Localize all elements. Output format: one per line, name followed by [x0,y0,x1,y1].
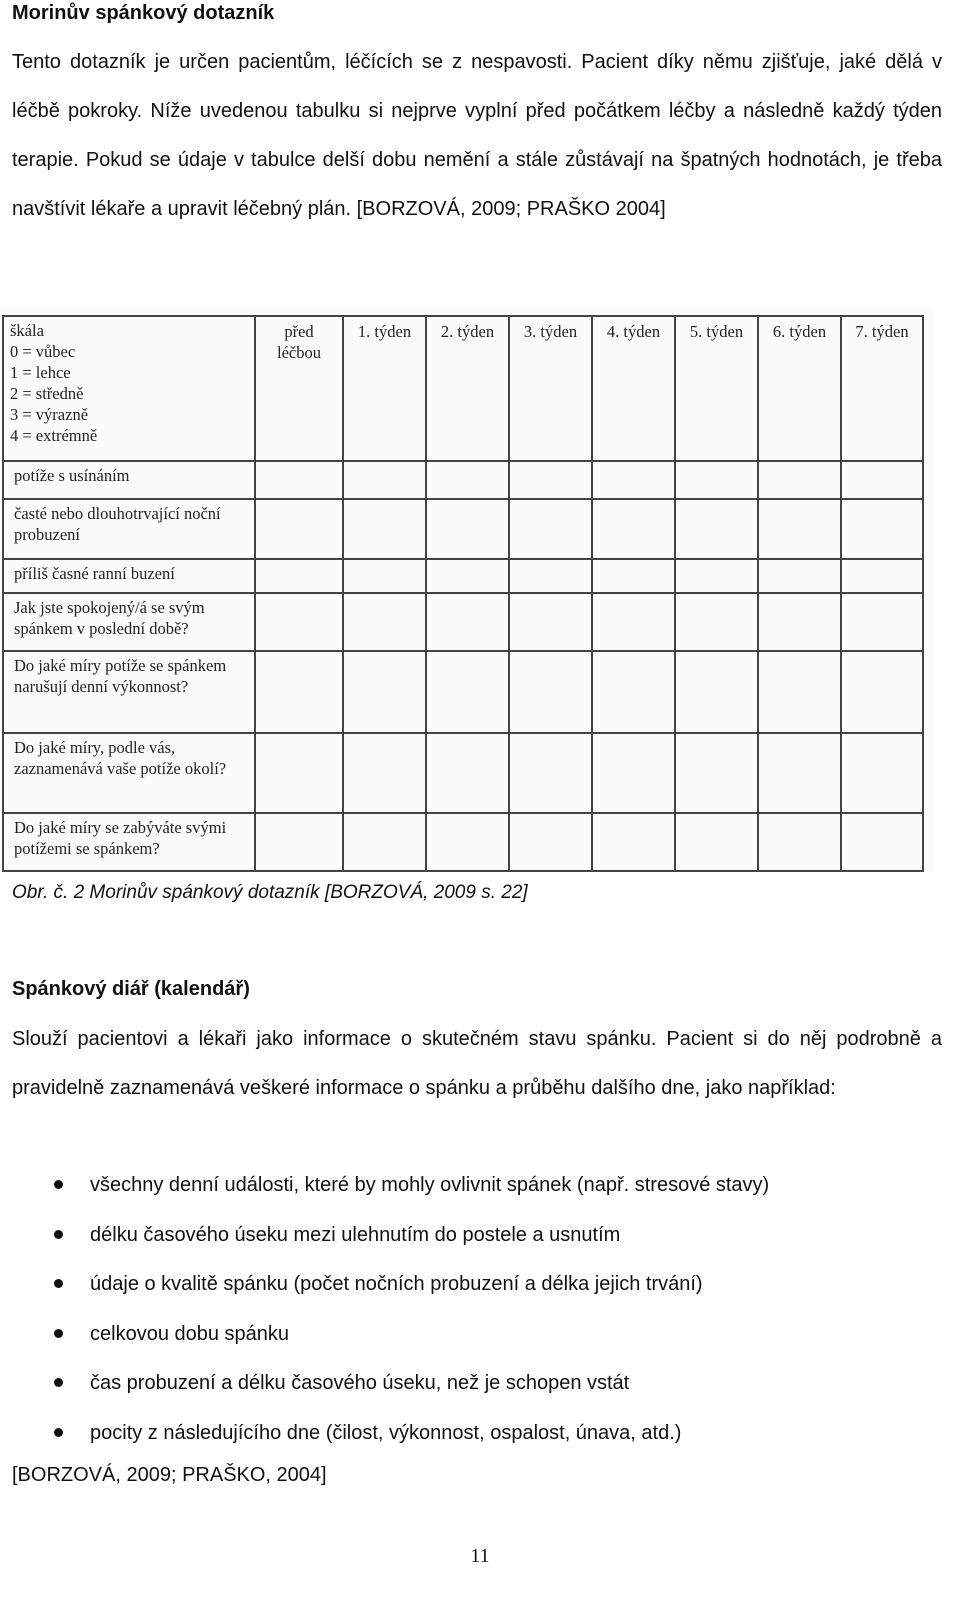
answer-cell[interactable] [343,651,426,733]
answer-cell[interactable] [675,733,758,813]
answer-cell[interactable] [841,559,923,593]
bullet-icon [54,1180,63,1189]
row-label: časté nebo dlouhotrvající noční probuzení [3,499,255,559]
table-row [3,813,923,871]
row-label: Do jaké míry, podle vás, zaznamenává vaše potíže okolí? [3,733,255,813]
list-item-text: všechny denní události, které by mohly ovlivnit spánek (např. stresové stavy) [90,1174,770,1196]
answer-cell[interactable] [592,733,675,813]
scale-item: 0 = vůbec [10,342,76,361]
intro-paragraph: Tento dotazník je určen pacientům, léčících se z nespavosti. Pacient díky němu zjišťuje, jaké dělá v léčbě pokroky. Níže uvedenou tabulku si nejprve vyplní před počátkem léčby a následně každý týden terapie. Pokud se údaje v tabulce delší dobu nemění a stále zůstávají na špatných hodnotách, je třeba navštívit lékaře a upravit léčebný plán. [BORZOVÁ, 2009; PRAŠKO 2004] [12,51,942,220]
answer-cell[interactable] [426,593,509,651]
column-header-week: 2. týden [426,316,509,461]
answer-cell[interactable] [675,461,758,499]
column-header-before: před léčbou [255,316,343,461]
answer-cell[interactable] [426,499,509,559]
row-label: příliš časné ranní buzení [3,559,255,593]
answer-cell[interactable] [255,461,343,499]
answer-cell[interactable] [343,593,426,651]
answer-cell[interactable] [675,499,758,559]
list-item [0,1160,960,1210]
answer-cell[interactable] [426,733,509,813]
answer-cell[interactable] [841,461,923,499]
answer-cell[interactable] [758,651,841,733]
answer-cell[interactable] [509,593,592,651]
answer-cell[interactable] [758,461,841,499]
row-label: Jak jste spokojený/á se svým spánkem v poslední době? [3,593,255,651]
answer-cell[interactable] [255,813,343,871]
answer-cell[interactable] [509,813,592,871]
answer-cell[interactable] [592,499,675,559]
answer-cell[interactable] [509,651,592,733]
answer-cell[interactable] [426,559,509,593]
column-header-week: 7. týden [841,316,923,461]
list-item [0,1210,960,1260]
answer-cell[interactable] [343,559,426,593]
answer-cell[interactable] [592,813,675,871]
bullet-icon [54,1428,63,1437]
page-number: 11 [470,1545,490,1567]
answer-cell[interactable] [592,461,675,499]
table-row [3,461,923,499]
table-row [3,733,923,813]
answer-cell[interactable] [841,651,923,733]
answer-cell[interactable] [841,499,923,559]
answer-cell[interactable] [509,461,592,499]
answer-cell[interactable] [758,559,841,593]
row-label: potíže s usínáním [3,461,255,499]
scale-item: 3 = výrazně [10,405,89,424]
answer-cell[interactable] [426,651,509,733]
answer-cell[interactable] [675,813,758,871]
answer-cell[interactable] [841,813,923,871]
list-item-text: délku časového úseku mezi ulehnutím do postele a usnutím [90,1223,621,1246]
list-item-text: čas probuzení a délku časového úseku, než je schopen vstát [90,1372,630,1394]
bullet-icon [54,1230,63,1239]
questionnaire-figure [0,307,935,872]
answer-cell[interactable] [509,499,592,559]
column-header-week: 6. týden [758,316,841,461]
reference-citation: [BORZOVÁ, 2009; PRAŠKO, 2004] [12,1464,327,1486]
bullet-list [0,1160,960,1457]
answer-cell[interactable] [509,559,592,593]
answer-cell[interactable] [255,499,343,559]
answer-cell[interactable] [343,461,426,499]
answer-cell[interactable] [343,733,426,813]
answer-cell[interactable] [758,813,841,871]
answer-cell[interactable] [255,559,343,593]
column-header-week: 5. týden [675,316,758,461]
column-header-week: 3. týden [509,316,592,461]
list-item [0,1408,960,1458]
list-item [0,1259,960,1309]
list-item-text: celkovou dobu spánku [90,1322,290,1345]
answer-cell[interactable] [841,733,923,813]
column-header-week: 4. týden [592,316,675,461]
scale-legend-cell [3,316,255,461]
answer-cell[interactable] [426,461,509,499]
table-row [3,499,923,559]
answer-cell[interactable] [509,733,592,813]
row-label: Do jaké míry se zabýváte svými potížemi se spánkem? [3,813,255,871]
answer-cell[interactable] [592,651,675,733]
answer-cell[interactable] [426,813,509,871]
answer-cell[interactable] [343,499,426,559]
sleep-diary-paragraph: Slouží pacientovi a lékaři jako informace o skutečném stavu spánku. Pacient si do něj podrobně a pravidelně zaznamenává veškeré informace o spánku a průběhu dalšího dne, jako například: [12,1028,942,1099]
figure-caption: Obr. č. 2 Morinův spánkový dotazník [BORZOVÁ, 2009 s. 22] [12,882,528,903]
answer-cell[interactable] [841,593,923,651]
answer-cell[interactable] [758,733,841,813]
bullet-icon [54,1378,63,1387]
scale-item: 4 = extrémně [10,426,98,445]
answer-cell[interactable] [675,651,758,733]
list-item-text: údaje o kvalitě spánku (počet nočních probuzení a délka jejich trvání) [90,1273,703,1295]
answer-cell[interactable] [675,559,758,593]
answer-cell[interactable] [343,813,426,871]
bullet-icon [54,1329,63,1338]
answer-cell[interactable] [758,593,841,651]
answer-cell[interactable] [255,733,343,813]
table-row [3,593,923,651]
answer-cell[interactable] [592,593,675,651]
bullet-icon [54,1279,63,1288]
scale-item: 1 = lehce [10,363,71,382]
section-heading-sleep-diary: Spánkový diář (kalendář) [12,978,250,1000]
answer-cell[interactable] [758,499,841,559]
table-row [3,651,923,733]
list-item [0,1358,960,1408]
scale-item: 2 = středně [10,384,84,403]
list-item-text: pocity z následujícího dne (čilost, výkonnost, ospalost, únava, atd.) [90,1421,682,1444]
list-item [0,1309,960,1359]
questionnaire-table [2,315,924,872]
column-header-week: 1. týden [343,316,426,461]
answer-cell[interactable] [592,559,675,593]
table-row [3,559,923,593]
answer-cell[interactable] [255,593,343,651]
scale-title: škála [10,321,44,340]
row-label: Do jaké míry potíže se spánkem narušují denní výkonnost? [3,651,255,733]
answer-cell[interactable] [255,651,343,733]
answer-cell[interactable] [675,593,758,651]
section-heading-morin: Morinův spánkový dotazník [12,2,275,24]
